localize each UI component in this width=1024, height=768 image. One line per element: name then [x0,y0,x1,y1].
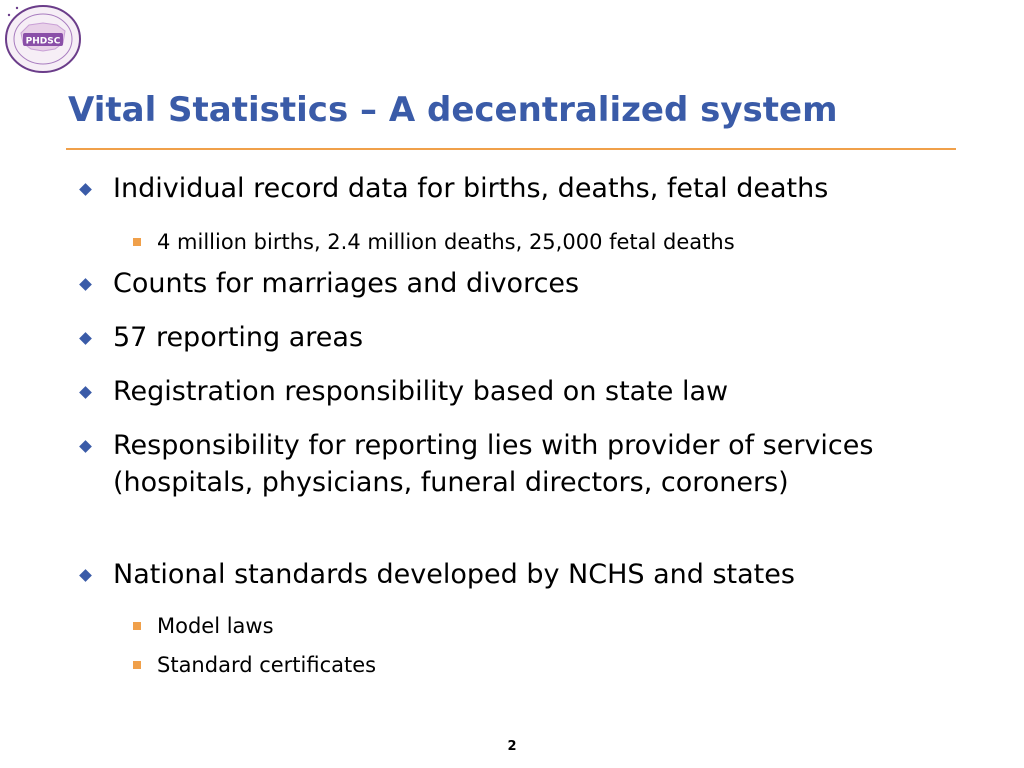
bullet-item [113,556,953,593]
bullet-text: 4 million births, 2.4 million deaths, 25,000 fetal deaths [157,230,735,254]
diamond-bullet-icon [79,332,92,345]
bullet-text: Standard certificates [157,653,377,677]
diamond-bullet-icon [79,278,92,291]
bullet-text: Model laws [157,614,274,638]
logo-wordmark: PHDSC [25,36,61,47]
square-bullet-icon [133,622,141,630]
bullet-item [113,373,953,410]
sub-bullet-item [157,651,957,679]
bullet-item [113,265,953,302]
diamond-bullet-icon [79,183,92,196]
sub-bullet-item [157,228,957,256]
bullet-item [113,170,953,207]
page-number: 2 [507,739,517,754]
bullet-text: Responsibility for reporting lies with provider of services (hospitals, physicians, funeral directors, coroners) [113,430,874,498]
bullet-text: Individual record data for births, deaths, fetal deaths [113,173,829,204]
bullet-item [113,427,953,501]
diamond-bullet-icon [79,569,92,582]
sub-bullet-item [157,612,957,640]
bullet-text: Counts for marriages and divorces [113,268,580,299]
square-bullet-icon [133,661,141,669]
bullet-text: Registration responsibility based on state law [113,376,729,407]
bullet-item [113,319,953,356]
bullet-text: 57 reporting areas [113,322,364,353]
slide-title: Vital Statistics – A decentralized system [68,90,838,130]
square-bullet-icon [133,238,141,246]
diamond-bullet-icon [79,386,92,399]
bullet-text: National standards developed by NCHS and states [113,559,795,590]
diamond-bullet-icon [79,440,92,453]
